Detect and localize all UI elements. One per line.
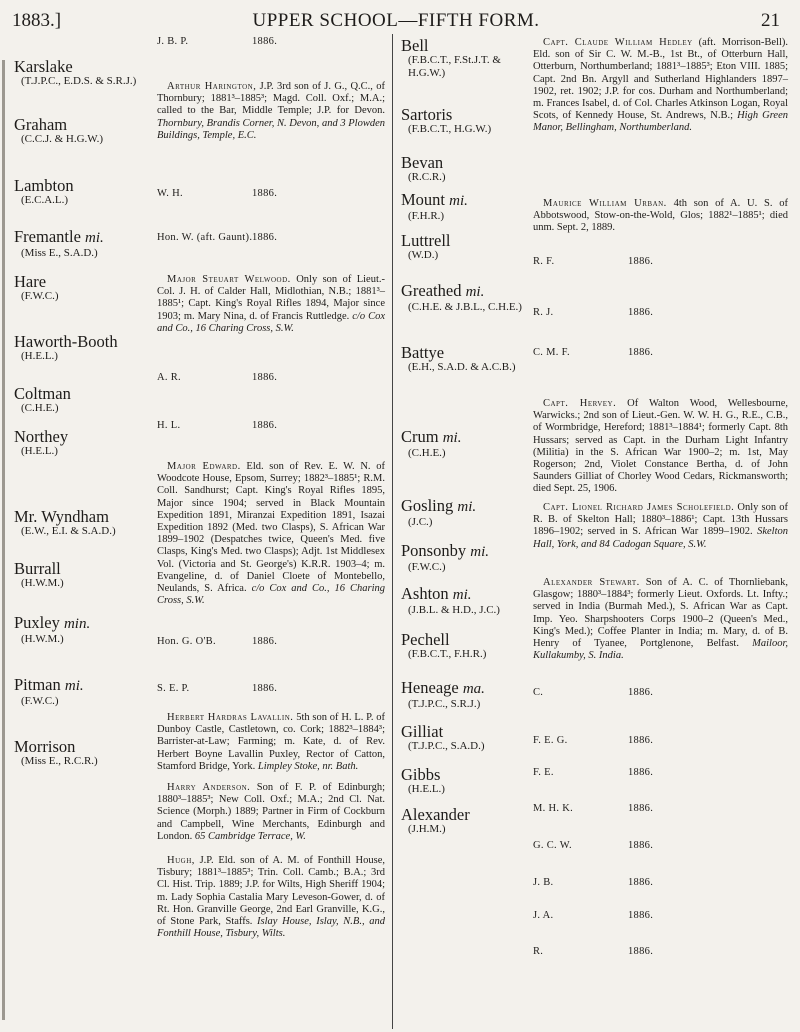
pupil-surname [401,766,528,783]
house-masters: (T.J.P.C., S.R.J.) [408,698,481,710]
pupil-name-entry [401,497,528,529]
surname-text: Haworth-Booth [14,332,118,351]
initials-text: A. R. [157,372,181,383]
biography-entry [157,274,385,335]
name-suffix: mi. [85,230,104,246]
pupil-name-entry [14,228,141,260]
pupil-name-entry [14,738,141,768]
house-masters: (C.H.E.) [21,402,59,414]
biography-address: c/o Cox and Co., 16 Charing Cross, S.W. [157,310,385,334]
biography-lead: Hugh, [167,855,195,866]
pupil-surname [14,385,141,402]
surname-text: Morrison [14,737,76,756]
initials-entry [533,767,654,778]
surname-text: Coltman [14,384,71,403]
initials-entry [533,347,654,358]
surname-text: Northey [14,427,69,446]
initials-text: R. F. [533,256,555,267]
surname-text: Mount [401,190,446,209]
initials-text: R. J. [533,307,554,318]
pupil-name-entry [401,191,528,223]
page-gutter-edge [2,60,5,1020]
initials-entry [533,687,654,698]
biography-text: Only son of Lieut.-Col. J. H. of Calder Hall, Midlothian, N.B.; 1881³–1885¹; Capt. King's Royal Rifles 1894, Major since 1903; m. Mary Nina, d. of Francis Ruttledge. [157,274,385,322]
pupil-name-entry [401,723,528,753]
name-suffix: mi. [449,193,468,209]
biography-entry [157,782,385,843]
initials-text: G. C. W. [533,840,572,851]
house-masters: (H.E.L.) [21,350,58,362]
pupil-name-entry [401,106,528,136]
biography-address: Mailoor, Kullakumby, S. India. [533,638,788,662]
surname-text: Bell [401,36,429,55]
surname-text: Pechell [401,630,450,649]
pupil-name-entry [401,344,528,374]
house-masters: (F.H.R.) [408,210,445,222]
initials-text: S. E. P. [157,683,190,694]
biography-lead: Capt. Hervey. [543,398,617,409]
pupil-surname [14,676,141,695]
pupil-name-entry [14,508,141,538]
year-text: 1886. [628,910,654,921]
header-title: UPPER SCHOOL—FIFTH FORM. [252,10,540,31]
pupil-name-entry [401,282,528,314]
year-text: 1886. [628,946,654,957]
name-suffix: mi. [465,284,485,300]
initials-text: J. A. [533,910,554,921]
year-text: 1886. [252,636,278,647]
pupil-name-entry [401,585,528,617]
year-text: 1886. [252,372,278,383]
pupil-surname [401,679,528,698]
surname-text: Graham [14,115,68,134]
pupil-surname [401,37,528,54]
house-masters: (E.C.A.L.) [21,194,69,206]
initials-text: C. M. F. [533,347,570,358]
initials-entry [157,36,278,47]
surname-text: Pitman [14,675,61,694]
biography-text: Only son of R. B. of Skelton Hall; 1880³–1886¹; Capt. 13th Hussars 1896–1902; served in S. African War 1899–1902. [533,502,788,538]
surname-text: Ponsonby [401,541,467,560]
pupil-surname [401,154,528,171]
surname-text: Sartoris [401,105,453,124]
pupil-surname [14,228,141,247]
initials-entry [157,232,278,243]
initials-entry [533,735,654,746]
year-text: 1886. [628,767,654,778]
initials-text: H. L. [157,420,181,431]
initials-entry [533,910,654,921]
surname-text: Heneage [401,678,459,697]
biography-address: c/o Cox and Co., 16 Charing Cross, S.W. [157,583,385,607]
biography-entry [157,712,385,773]
biography-text: J.P. Eld. son of A. M. of Fonthill House, Tisbury; 1881³–1885³; Trin. Coll. Camb.; B.A.; 3rd Cl. Hist. Trip. 1889; J.P. for Wilts, High Sheriff 1904; m. Lady Sophia Castalia Mary Leveson-Gower, d. of Rt. Hon. Granville George, 2nd Earl Granville, K.G., of Stone Park, Staffs. [157,855,385,928]
name-suffix: mi. [442,430,462,446]
pupil-name-entry [401,806,528,836]
biography-address: High Green Manor, Bellingham, Northumberland. [533,110,788,134]
pupil-name-entry [401,428,528,460]
biography-address: Limpley Stoke, nr. Bath. [257,760,359,772]
surname-text: Hare [14,272,47,291]
pupil-name-entry [401,37,528,80]
house-masters: (H.W.M.) [21,577,64,589]
column-divider [392,34,393,1029]
pupil-name-entry [14,428,141,458]
pupil-name-entry [14,58,141,88]
year-text: 1886. [252,683,278,694]
surname-text: Fremantle [14,227,81,246]
biography-entry [533,502,788,551]
surname-text: Crum [401,427,439,446]
pupil-surname [14,177,141,194]
pupil-name-entry [14,177,141,207]
pupil-surname [401,497,528,516]
surname-text: Battye [401,343,445,362]
name-suffix: mi. [457,499,477,515]
biography-lead: Arthur Harington, [167,81,257,92]
header-page-number: 21 [761,10,780,31]
year-text: 1886. [252,420,278,431]
biography-lead: Capt. Lionel Richard James Scholefield. [543,502,735,513]
biography-text: Son of A. C. of Thornliebank, Glasgow; 1880³–1884³; formerly Lieut. Oxfords. Lt. Infty.; served in India (Burmah Med.), S. African War as Capt. Imp. Yeo. Sharpshooters Corps 1900–2 (Queen's Med., King's Med.); Coffee Planter in India; m. Mary, d. of B. Henry of Tyanee, Portglenone, Belfast. [533,577,789,650]
initials-text: W. H. [157,188,183,199]
house-masters: (H.W.M.) [21,633,64,645]
biography-address: Islay House, Islay, N.B., and Fonthill House, Tisbury, Wilts. [157,916,385,940]
year-text: 1886. [628,840,654,851]
biography-entry [533,577,788,662]
pupil-name-entry [401,766,528,796]
house-masters: (E.H., S.A.D. & A.C.B.) [408,361,516,373]
initials-entry [533,840,654,851]
initials-entry [533,946,654,957]
house-masters: (F.B.C.T., H.G.W.) [408,123,492,135]
biography-lead: Alexander Stewart. [543,577,640,588]
page-header [12,10,780,32]
biography-address: Skelton Hall, York, and 84 Cadogan Square, S.W. [533,526,788,550]
house-masters: (E.W., E.I. & S.A.D.) [21,525,116,537]
house-masters: (T.J.P.C., S.A.D.) [408,740,485,752]
initials-text: J. B. P. [157,36,189,47]
house-masters: (F.B.C.T., F.H.R.) [408,648,487,660]
surname-text: Bevan [401,153,444,172]
house-masters: (F.W.C.) [21,695,59,707]
surname-text: Luttrell [401,231,451,250]
biography-lead: Capt. Claude William Hedley [543,37,693,48]
pupil-name-entry [14,560,141,590]
year-text: 1886. [628,803,654,814]
initials-entry [533,256,654,267]
initials-entry [157,683,278,694]
pupil-surname [401,428,528,447]
house-masters: (F.W.C.) [408,561,446,573]
pupil-surname [14,614,141,633]
biography-text: 4th son of A. U. S. of Abbotswood, Stow-on-the-Wold, Glos; 1882¹–1885¹; died unm. Sept. 2, 1889. [533,198,788,234]
surname-text: Gosling [401,496,454,515]
house-masters: (C.H.E.) [408,447,446,459]
house-masters: (H.E.L.) [408,783,445,795]
initials-text: F. E. [533,767,554,778]
initials-text: M. H. K. [533,803,574,814]
pupil-name-entry [401,232,528,262]
biography-text: Of Walton Wood, Wellesbourne, Warwicks.; 2nd son of Lieut.-Gen. W. W. H. G., R.E., C.B., of Wormbridge, Hereford; 1881³–1884¹; formerly Capt. 8th Hussars; served as Capt. in the Durham Light Infantry (Militia) in the S. African War 1900–2; m. 1st, May Rogerson; 2nd, Violet Constance Bertha, d. of John Saunders Gilliat of Chorley Wood Cedars, Rickmansworth; died Sept. 25, 1906. [533,398,788,495]
house-masters: (W.D.) [408,249,439,261]
biography-lead: Major Steuart Welwood. [167,274,291,285]
house-masters: (F.B.C.T., F.St.J.T. & H.G.W.) [408,54,501,79]
surname-text: Karslake [14,57,73,76]
biography-lead: Harry Anderson. [167,782,251,793]
biography-address: Thornbury, Brandis Corner, N. Devon, and 3 Plowden Buildings, Temple, E.C. [157,117,385,141]
pupil-name-entry [14,614,141,646]
initials-entry [157,636,278,647]
biography-text: (aft. Morrison-Bell). Eld. son of Sir C. W. M.-B., 1st Bt., of Otterburn Hall, Otterburn, Northumberland; 1881³–1885³; Eton VIII. 1885; Capt. 2nd Bn. Argyll and Sutherland Highlanders 1897–1902, ret. 1902; J.P. for cos. Durham and Northumberland; m. Frances Isabel, d. of Col. Charles Atkinson Logan, Royal Scots, of Kennedy House, St. Andrews, N.B.; [533,37,788,122]
year-text: 1886. [628,256,654,267]
house-masters: (C.H.E. & J.B.L., C.H.E.) [408,301,522,313]
pupil-surname [401,631,528,648]
pupil-surname [401,542,528,561]
name-suffix: mi. [470,544,489,560]
initials-entry [157,420,278,431]
initials-text: C. [533,687,544,698]
house-masters: (C.C.J. & H.G.W.) [21,133,104,145]
pupil-name-entry [14,116,141,146]
pupil-name-entry [14,676,141,708]
pupil-name-entry [401,679,528,711]
initials-entry [157,372,278,383]
biography-lead: Maurice William Urban. [543,198,667,209]
biography-text: J.P. 3rd son of J. G., Q.C., of Thornbury; 1881³–1885³; Magd. Coll. Oxf.; M.A.; called to the Bar, Middle Temple; J.P. for Devon. [157,81,385,117]
pupil-surname [401,232,528,249]
name-suffix: mi. [64,678,84,694]
house-masters: (J.H.M.) [408,823,446,835]
name-suffix: mi. [452,587,472,603]
biography-entry [157,855,385,940]
house-masters: (H.E.L.) [21,445,58,457]
pupil-surname [401,282,528,301]
year-text: 1886. [628,735,654,746]
house-masters: (R.C.R.) [408,171,446,183]
year-text: 1886. [252,188,278,199]
pupil-surname [401,106,528,123]
house-masters: (J.B.L. & H.D., J.C.) [408,604,500,616]
surname-text: Alexander [401,805,470,824]
year-text: 1886. [628,347,654,358]
initials-entry [533,803,654,814]
biography-text: Eld. son of Rev. E. W. N. of Woodcote House, Epsom, Surrey; 1882³–1885¹; R.M. Coll. Sandhurst; Capt. King's Royal Rifles 1895, Major since 1904; served in Black Mountain Expedition 1891, Miranzai Expedition 1891, Isazai Expedition 1892 (Med. two Clasps), S. African War 1899–1902 (Despatches twice, Queen's Med. five Clasps, King's Med. two Clasps); Adjt. 1st Middlesex Vol. (Victoria and St. George's) K.R.R. 1903–4; m. Evangeline, d. of Daniel Cloete of Montebello, Neulands, S. Africa. [157,461,385,595]
pupil-name-entry [401,542,528,574]
surname-text: Burrall [14,559,61,578]
pupil-surname [14,428,141,445]
pupil-name-entry [14,385,141,415]
year-text: 1886. [252,232,278,243]
pupil-name-entry [401,631,528,661]
header-year: 1883.] [12,10,62,31]
pupil-surname [14,508,141,525]
house-masters: (Miss E., S.A.D.) [21,247,98,259]
pupil-surname [401,344,528,361]
biography-lead: Major Edward. [167,461,241,472]
biography-address: 65 Cambridge Terrace, W. [194,830,306,842]
house-masters: (J.C.) [408,516,433,528]
surname-text: Puxley [14,613,60,632]
surname-text: Mr. Wyndham [14,507,109,526]
name-suffix: min. [63,616,91,632]
surname-text: Greathed [401,281,462,300]
pupil-name-entry [401,154,528,184]
initials-entry [533,307,654,318]
year-text: 1886. [628,877,654,888]
pupil-surname [401,191,528,210]
biography-text: 5th son of H. L. P. of Dunboy Castle, Castletown, co. Cork; 1882³–1884³; Barrister-at-Law; Farming; m. Kate, d. of Rev. Herbert Boyne Lavallin Puxley, Rector of Catton, Stamford Bridge, York. [157,712,385,772]
pupil-surname [14,738,141,755]
pupil-surname [401,806,528,823]
pupil-name-entry [14,333,141,363]
biography-entry [533,37,788,135]
year-text: 1886. [628,307,654,318]
biography-entry [533,398,788,496]
biography-entry [157,461,385,607]
house-masters: (T.J.P.C., E.D.S. & S.R.J.) [21,75,137,87]
pupil-surname [14,560,141,577]
initials-entry [157,188,278,199]
pupil-surname [401,723,528,740]
name-suffix: ma. [462,681,485,697]
pupil-surname [14,273,141,290]
surname-text: Lambton [14,176,74,195]
biography-lead: Herbert Hardras Lavallin. [167,712,294,723]
biography-text: Son of F. P. of Edinburgh; 1880³–1885³; New Coll. Oxf.; M.A.; 2nd Cl. Nat. Science (Morph.) 1889; Partner in Firm of Cockburn and Campbell, Wine Merchants, Edinburgh and London. [157,782,385,842]
house-masters: (F.W.C.) [21,290,59,302]
pupil-surname [401,585,528,604]
pupil-surname [14,58,141,75]
initials-entry [533,877,654,888]
biography-entry [533,198,788,235]
initials-text: Hon. G. O'B. [157,636,216,647]
pupil-name-entry [14,273,141,303]
surname-text: Ashton [401,584,449,603]
surname-text: Gilliat [401,722,444,741]
year-text: 1886. [252,36,278,47]
house-masters: (Miss E., R.C.R.) [21,755,98,767]
surname-text: Gibbs [401,765,441,784]
year-text: 1886. [628,687,654,698]
initials-text: J. B. [533,877,554,888]
initials-text: Hon. W. (aft. Gaunt). [157,232,253,243]
initials-text: R. [533,946,544,957]
pupil-surname [14,333,141,350]
biography-entry [157,81,385,142]
pupil-surname [14,116,141,133]
initials-text: F. E. G. [533,735,568,746]
